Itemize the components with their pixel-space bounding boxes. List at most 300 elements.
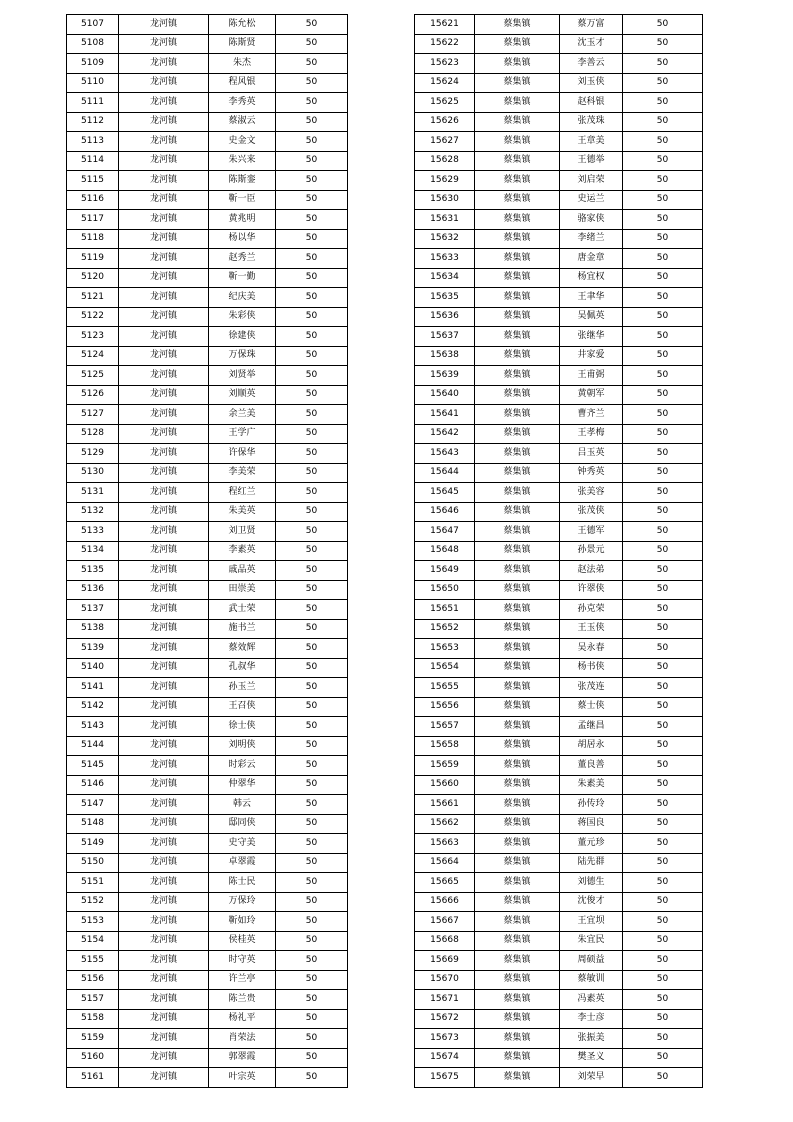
amount-cell: 50 [276,463,348,483]
name-cell: 李秀英 [209,93,276,113]
town-cell: 龙河镇 [119,853,209,873]
town-cell: 蔡集镇 [475,756,560,776]
amount-cell: 50 [623,970,703,990]
table-row [67,229,348,249]
name-cell: 郭翠霞 [209,1048,276,1068]
table-row [415,873,703,893]
name-cell: 时彩云 [209,756,276,776]
amount-cell: 50 [623,444,703,464]
amount-cell: 50 [623,756,703,776]
town-cell: 龙河镇 [119,756,209,776]
amount-cell: 50 [623,892,703,912]
name-cell: 黄朝军 [560,385,623,405]
name-cell: 沈俊才 [560,892,623,912]
town-cell: 龙河镇 [119,1048,209,1068]
amount-cell: 50 [276,541,348,561]
amount-cell: 50 [276,912,348,932]
town-cell: 蔡集镇 [475,580,560,600]
name-cell: 王德举 [560,151,623,171]
record-number-cell: 15662 [415,814,475,834]
amount-cell: 50 [623,288,703,308]
town-cell: 龙河镇 [119,697,209,717]
table-row [415,229,703,249]
amount-cell: 50 [623,424,703,444]
name-cell: 万保珠 [209,346,276,366]
name-cell: 曹齐兰 [560,405,623,425]
town-cell: 蔡集镇 [475,15,560,35]
name-cell: 杨书侠 [560,658,623,678]
table-row [415,405,703,425]
amount-cell: 50 [623,366,703,386]
record-number-cell: 5109 [67,54,119,74]
record-number-cell: 5117 [67,210,119,230]
amount-cell: 50 [623,736,703,756]
table-row [67,249,348,269]
record-number-cell: 15646 [415,502,475,522]
amount-cell: 50 [623,405,703,425]
town-cell: 龙河镇 [119,15,209,35]
town-cell: 龙河镇 [119,112,209,132]
table-row [67,600,348,620]
table-row [67,892,348,912]
amount-cell: 50 [276,736,348,756]
town-cell: 蔡集镇 [475,931,560,951]
name-cell: 陈斯贤 [209,34,276,54]
town-cell: 蔡集镇 [475,795,560,815]
right-table-body [415,15,703,1088]
amount-cell: 50 [276,814,348,834]
amount-cell: 50 [276,385,348,405]
town-cell: 蔡集镇 [475,736,560,756]
table-row [415,171,703,191]
town-cell: 蔡集镇 [475,970,560,990]
town-cell: 龙河镇 [119,600,209,620]
name-cell: 张茂连 [560,678,623,698]
table-row [67,424,348,444]
name-cell: 刘启荣 [560,171,623,191]
record-number-cell: 5108 [67,34,119,54]
name-cell: 王孝梅 [560,424,623,444]
name-cell: 许翠侠 [560,580,623,600]
table-row [67,678,348,698]
name-cell: 朱彩侠 [209,307,276,327]
amount-cell: 50 [276,834,348,854]
name-cell: 蔡淑云 [209,112,276,132]
record-number-cell: 5151 [67,873,119,893]
town-cell: 蔡集镇 [475,912,560,932]
name-cell: 朱素美 [560,775,623,795]
record-number-cell: 5139 [67,639,119,659]
table-row [67,54,348,74]
town-cell: 蔡集镇 [475,502,560,522]
name-cell: 王德军 [560,522,623,542]
record-number-cell: 15671 [415,990,475,1010]
table-row [67,717,348,737]
town-cell: 龙河镇 [119,405,209,425]
record-number-cell: 15634 [415,268,475,288]
name-cell: 吴永春 [560,639,623,659]
name-cell: 武士荣 [209,600,276,620]
record-number-cell: 5136 [67,580,119,600]
record-number-cell: 15642 [415,424,475,444]
record-number-cell: 5134 [67,541,119,561]
table-row [415,795,703,815]
name-cell: 刘明侠 [209,736,276,756]
table-row [67,288,348,308]
record-number-cell: 5120 [67,268,119,288]
table-row [415,190,703,210]
table-row [415,600,703,620]
town-cell: 蔡集镇 [475,385,560,405]
amount-cell: 50 [623,229,703,249]
amount-cell: 50 [276,561,348,581]
record-number-cell: 15635 [415,288,475,308]
town-cell: 龙河镇 [119,268,209,288]
town-cell: 龙河镇 [119,210,209,230]
record-number-cell: 15672 [415,1009,475,1029]
table-row [415,1029,703,1049]
town-cell: 龙河镇 [119,1068,209,1088]
town-cell: 龙河镇 [119,483,209,503]
amount-cell: 50 [623,912,703,932]
amount-cell: 50 [623,249,703,269]
record-number-cell: 15631 [415,210,475,230]
amount-cell: 50 [623,307,703,327]
amount-cell: 50 [276,483,348,503]
record-number-cell: 15629 [415,171,475,191]
town-cell: 龙河镇 [119,951,209,971]
amount-cell: 50 [623,1048,703,1068]
amount-cell: 50 [623,658,703,678]
town-cell: 蔡集镇 [475,132,560,152]
record-number-cell: 5121 [67,288,119,308]
town-cell: 蔡集镇 [475,346,560,366]
table-row [67,756,348,776]
name-cell: 王召侠 [209,697,276,717]
record-number-cell: 15627 [415,132,475,152]
town-cell: 龙河镇 [119,775,209,795]
name-cell: 刘顺英 [209,385,276,405]
record-number-cell: 15632 [415,229,475,249]
record-number-cell: 15673 [415,1029,475,1049]
table-row [67,268,348,288]
town-cell: 龙河镇 [119,249,209,269]
table-row [67,1009,348,1029]
record-number-cell: 5155 [67,951,119,971]
record-number-cell: 15626 [415,112,475,132]
name-cell: 叶宗英 [209,1068,276,1088]
table-row [415,931,703,951]
table-row [67,34,348,54]
record-number-cell: 15655 [415,678,475,698]
town-cell: 蔡集镇 [475,463,560,483]
table-row [415,892,703,912]
table-row [67,463,348,483]
town-cell: 龙河镇 [119,892,209,912]
record-number-cell: 5153 [67,912,119,932]
name-cell: 董良善 [560,756,623,776]
record-number-cell: 5150 [67,853,119,873]
amount-cell: 50 [276,697,348,717]
town-cell: 蔡集镇 [475,853,560,873]
record-number-cell: 15650 [415,580,475,600]
town-cell: 龙河镇 [119,1029,209,1049]
amount-cell: 50 [276,307,348,327]
name-cell: 刘荣早 [560,1068,623,1088]
town-cell: 龙河镇 [119,970,209,990]
name-cell: 杨礼平 [209,1009,276,1029]
amount-cell: 50 [623,600,703,620]
name-cell: 许兰亭 [209,970,276,990]
amount-cell: 50 [276,112,348,132]
record-number-cell: 15674 [415,1048,475,1068]
amount-cell: 50 [623,1029,703,1049]
name-cell: 赵法弟 [560,561,623,581]
record-number-cell: 15651 [415,600,475,620]
table-row [67,1029,348,1049]
town-cell: 龙河镇 [119,990,209,1010]
amount-cell: 50 [276,970,348,990]
amount-cell: 50 [276,229,348,249]
table-row [67,697,348,717]
amount-cell: 50 [276,210,348,230]
amount-cell: 50 [623,541,703,561]
amount-cell: 50 [623,561,703,581]
table-row [67,483,348,503]
amount-cell: 50 [276,190,348,210]
name-cell: 孙玉兰 [209,678,276,698]
amount-cell: 50 [623,522,703,542]
record-number-cell: 5130 [67,463,119,483]
amount-cell: 50 [276,678,348,698]
table-row [415,853,703,873]
name-cell: 樊圣义 [560,1048,623,1068]
town-cell: 龙河镇 [119,424,209,444]
town-cell: 蔡集镇 [475,249,560,269]
name-cell: 靳一臣 [209,190,276,210]
record-number-cell: 5147 [67,795,119,815]
town-cell: 龙河镇 [119,561,209,581]
table-row [67,151,348,171]
record-number-cell: 15636 [415,307,475,327]
name-cell: 徐士侠 [209,717,276,737]
town-cell: 蔡集镇 [475,1009,560,1029]
town-cell: 蔡集镇 [475,658,560,678]
record-number-cell: 5115 [67,171,119,191]
name-cell: 董元珍 [560,834,623,854]
table-row [67,502,348,522]
amount-cell: 50 [623,54,703,74]
name-cell: 史运兰 [560,190,623,210]
amount-cell: 50 [623,171,703,191]
table-row [67,853,348,873]
record-number-cell: 5160 [67,1048,119,1068]
town-cell: 龙河镇 [119,795,209,815]
record-number-cell: 5129 [67,444,119,464]
town-cell: 龙河镇 [119,580,209,600]
town-cell: 蔡集镇 [475,229,560,249]
table-row [415,327,703,347]
amount-cell: 50 [623,775,703,795]
table-row [415,268,703,288]
record-number-cell: 15639 [415,366,475,386]
name-cell: 蔡效辉 [209,639,276,659]
amount-cell: 50 [623,931,703,951]
table-row [67,112,348,132]
name-cell: 唐金章 [560,249,623,269]
name-cell: 蔡敏训 [560,970,623,990]
amount-cell: 50 [276,1029,348,1049]
record-number-cell: 15621 [415,15,475,35]
name-cell: 张美容 [560,483,623,503]
town-cell: 龙河镇 [119,736,209,756]
name-cell: 陈士民 [209,873,276,893]
table-row [415,444,703,464]
amount-cell: 50 [623,385,703,405]
table-row [67,307,348,327]
amount-cell: 50 [276,54,348,74]
table-row [415,658,703,678]
name-cell: 黄兆明 [209,210,276,230]
table-row [67,639,348,659]
name-cell: 王学广 [209,424,276,444]
amount-cell: 50 [276,268,348,288]
town-cell: 龙河镇 [119,54,209,74]
table-row [415,970,703,990]
name-cell: 赵科银 [560,93,623,113]
name-cell: 朱杰 [209,54,276,74]
record-number-cell: 15667 [415,912,475,932]
table-row [67,346,348,366]
name-cell: 赵秀兰 [209,249,276,269]
name-cell: 王聿华 [560,288,623,308]
amount-cell: 50 [623,873,703,893]
record-number-cell: 15637 [415,327,475,347]
amount-cell: 50 [276,931,348,951]
record-number-cell: 15661 [415,795,475,815]
town-cell: 龙河镇 [119,912,209,932]
table-row [415,541,703,561]
name-cell: 胡居永 [560,736,623,756]
amount-cell: 50 [623,15,703,35]
table-row [67,619,348,639]
name-cell: 卓翠霞 [209,853,276,873]
town-cell: 龙河镇 [119,522,209,542]
record-number-cell: 15657 [415,717,475,737]
name-cell: 杨宜权 [560,268,623,288]
table-row [67,795,348,815]
name-cell: 骆家侠 [560,210,623,230]
record-number-cell: 5148 [67,814,119,834]
table-row [415,736,703,756]
record-number-cell: 15640 [415,385,475,405]
town-cell: 蔡集镇 [475,541,560,561]
table-row [415,73,703,93]
table-row [415,619,703,639]
record-number-cell: 5133 [67,522,119,542]
name-cell: 仲翠华 [209,775,276,795]
name-cell: 王宜坝 [560,912,623,932]
name-cell: 史守美 [209,834,276,854]
amount-cell: 50 [276,853,348,873]
town-cell: 龙河镇 [119,1009,209,1029]
name-cell: 徐建侠 [209,327,276,347]
table-row [415,990,703,1010]
name-cell: 陈斯銮 [209,171,276,191]
record-number-cell: 15647 [415,522,475,542]
town-cell: 龙河镇 [119,444,209,464]
table-row [415,775,703,795]
table-row [415,1048,703,1068]
town-cell: 蔡集镇 [475,619,560,639]
amount-cell: 50 [623,990,703,1010]
table-row [415,346,703,366]
table-row [415,502,703,522]
town-cell: 蔡集镇 [475,834,560,854]
record-number-cell: 5152 [67,892,119,912]
record-number-cell: 15638 [415,346,475,366]
record-number-cell: 5132 [67,502,119,522]
name-cell: 史金文 [209,132,276,152]
record-number-cell: 5118 [67,229,119,249]
town-cell: 龙河镇 [119,639,209,659]
record-number-cell: 15675 [415,1068,475,1088]
amount-cell: 50 [276,619,348,639]
record-number-cell: 15659 [415,756,475,776]
name-cell: 朱宜民 [560,931,623,951]
amount-cell: 50 [276,171,348,191]
table-row [415,756,703,776]
town-cell: 蔡集镇 [475,892,560,912]
table-row [415,54,703,74]
town-cell: 蔡集镇 [475,424,560,444]
name-cell: 许保华 [209,444,276,464]
amount-cell: 50 [276,892,348,912]
record-number-cell: 15625 [415,93,475,113]
table-row [67,93,348,113]
town-cell: 蔡集镇 [475,1029,560,1049]
table-row [67,405,348,425]
town-cell: 蔡集镇 [475,93,560,113]
name-cell: 侯桂英 [209,931,276,951]
table-row [67,522,348,542]
record-number-cell: 5158 [67,1009,119,1029]
town-cell: 龙河镇 [119,93,209,113]
record-number-cell: 5127 [67,405,119,425]
name-cell: 陆先群 [560,853,623,873]
town-cell: 龙河镇 [119,619,209,639]
town-cell: 龙河镇 [119,717,209,737]
table-row [415,1068,703,1088]
record-number-cell: 15649 [415,561,475,581]
table-row [67,15,348,35]
name-cell: 万保玲 [209,892,276,912]
left-table-body [67,15,348,1088]
table-row [67,658,348,678]
table-row [67,1048,348,1068]
record-number-cell: 15644 [415,463,475,483]
name-cell: 沈玉才 [560,34,623,54]
record-number-cell: 5144 [67,736,119,756]
table-row [67,366,348,386]
amount-cell: 50 [276,34,348,54]
town-cell: 蔡集镇 [475,34,560,54]
amount-cell: 50 [623,93,703,113]
amount-cell: 50 [623,717,703,737]
record-number-cell: 5142 [67,697,119,717]
town-cell: 龙河镇 [119,463,209,483]
table-row [67,444,348,464]
